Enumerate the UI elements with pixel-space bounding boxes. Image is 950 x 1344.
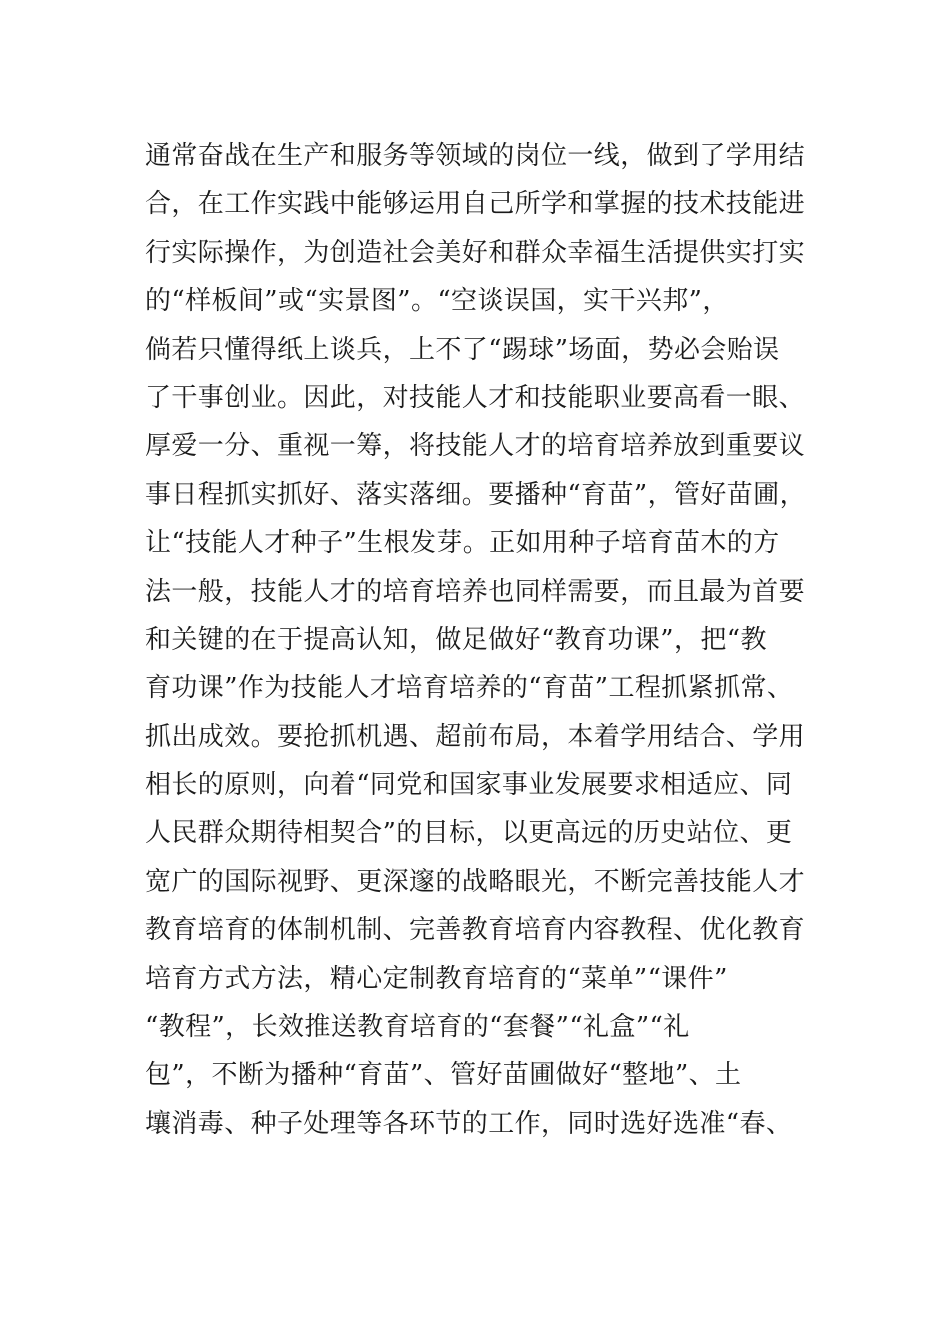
text-line: 合，在工作实践中能够运用自己所学和掌握的技术技能进 (145, 189, 806, 220)
text-line: “教程”，长效推送教育培育的“套餐”“礼盒”“礼 (145, 1012, 690, 1043)
text-line: 相长的原则，向着“同党和国家事业发展要求相适应、同 (145, 770, 793, 801)
text-line: 人民群众期待相契合”的目标，以更高远的历史站位、更 (145, 818, 793, 849)
text-line: 和关键的在于提高认知，做足做好“教育功课”，把“教 (145, 624, 767, 655)
text-line: 宽广的国际视野、更深邃的战略眼光，不断完善技能人才 (145, 866, 806, 897)
text-line: 育功课”作为技能人才培育培养的“育苗”工程抓紧抓常、 (145, 673, 794, 704)
text-line: 事日程抓实抓好、落实落细。要播种“育苗”，管好苗圃， (145, 479, 806, 510)
text-line: 教育培育的体制机制、完善教育培育内容教程、优化教育 (145, 915, 806, 946)
text-line: 培育方式方法，精心定制教育培育的“菜单”“课件” (145, 963, 728, 994)
text-line: 倘若只懂得纸上谈兵，上不了“踢球”场面，势必会贻误 (145, 334, 780, 365)
text-line: 抓出成效。要抢抓机遇、超前布局，本着学用结合、学用 (145, 721, 806, 752)
text-line: 厚爱一分、重视一筹，将技能人才的培育培养放到重要议 (145, 431, 806, 462)
text-line: 壤消毒、种子处理等各环节的工作，同时选好选准“春、 (145, 1108, 793, 1139)
text-line: 通常奋战在生产和服务等领域的岗位一线，做到了学用结 (145, 141, 806, 171)
text-line: 让“技能人才种子”生根发芽。正如用种子培育苗木的方 (145, 528, 780, 559)
text-line: 了干事创业。因此，对技能人才和技能职业要高看一眼、 (145, 382, 806, 413)
text-line: 法一般，技能人才的培育培养也同样需要，而且最为首要 (145, 576, 806, 607)
text-line: 包”，不断为播种“育苗”、管好苗圃做好“整地”、土 (145, 1060, 742, 1091)
body-paragraph (145, 132, 815, 1148)
text-line: 的“样板间”或“实景图”。“空谈误国，实干兴邦”， (145, 286, 729, 317)
text-line: 行实际操作，为创造社会美好和群众幸福生活提供实打实 (145, 237, 806, 268)
